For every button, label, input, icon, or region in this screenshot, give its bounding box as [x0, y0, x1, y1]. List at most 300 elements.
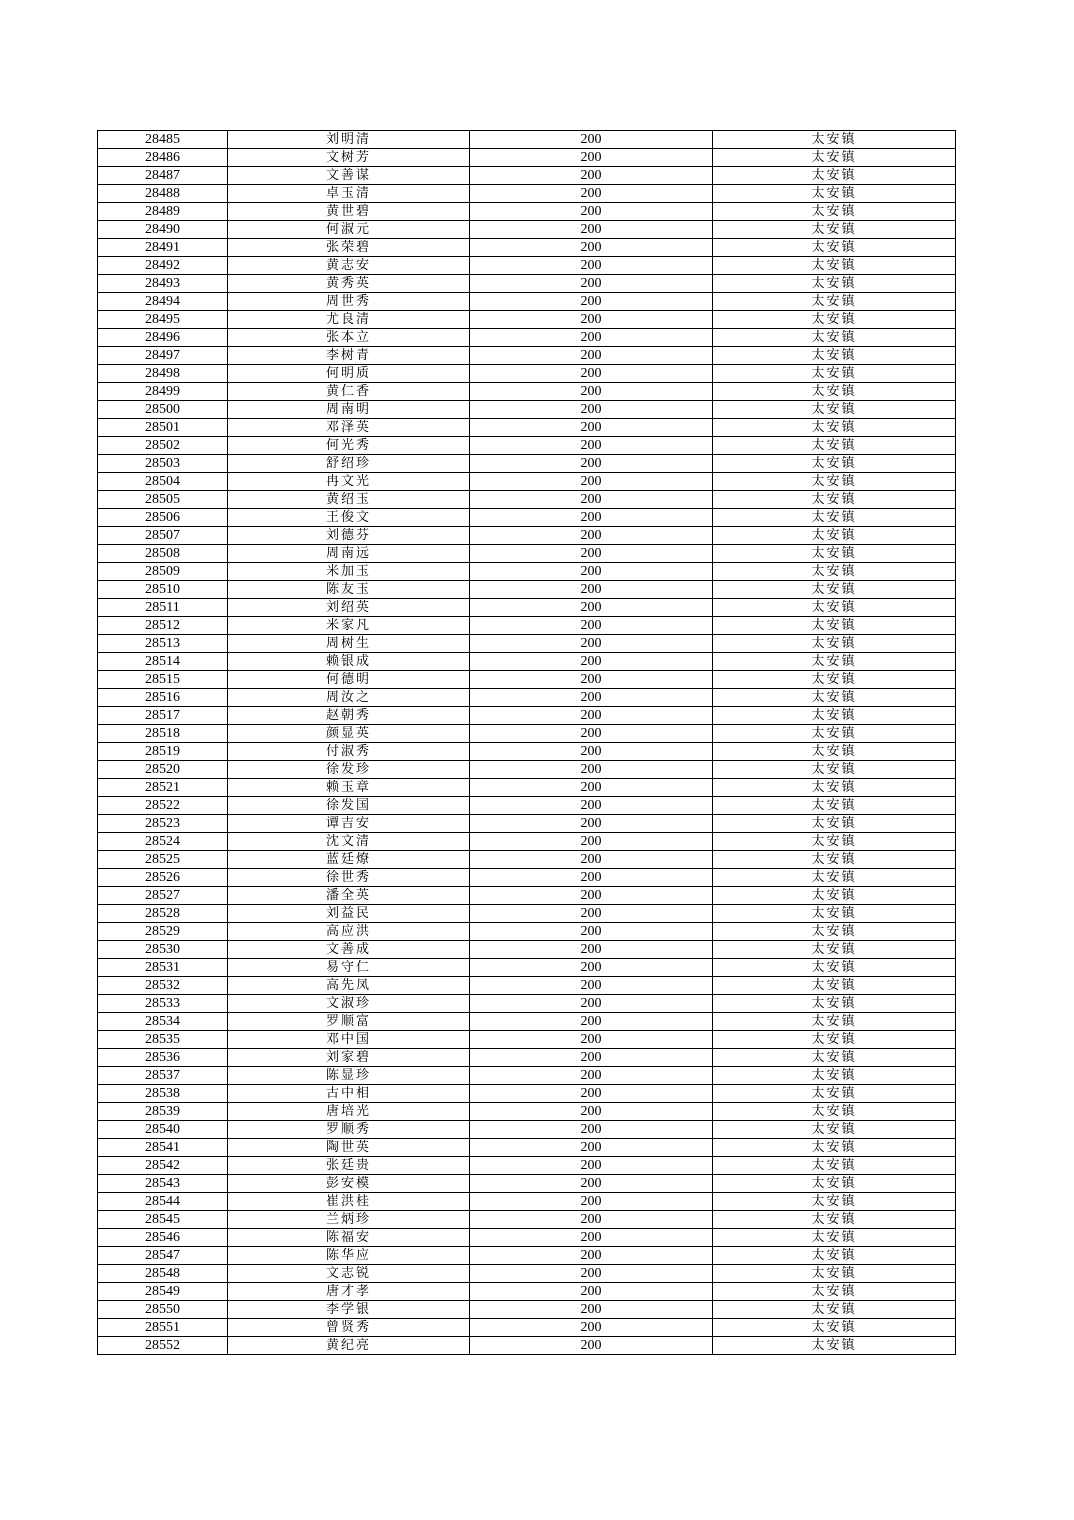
- cell-amount: 200: [470, 167, 713, 185]
- cell-name: 高应洪: [228, 923, 470, 941]
- cell-town: 太安镇: [713, 185, 956, 203]
- cell-name: 蓝廷燎: [228, 851, 470, 869]
- table-row: [98, 851, 956, 869]
- cell-id: 28531: [98, 959, 228, 977]
- cell-id: 28511: [98, 599, 228, 617]
- cell-id: 28526: [98, 869, 228, 887]
- cell-id: 28541: [98, 1139, 228, 1157]
- cell-amount: 200: [470, 239, 713, 257]
- cell-town: 太安镇: [713, 311, 956, 329]
- cell-amount: 200: [470, 1283, 713, 1301]
- table-row: [98, 563, 956, 581]
- cell-name: 刘明清: [228, 131, 470, 149]
- table-row: [98, 419, 956, 437]
- cell-town: 太安镇: [713, 1103, 956, 1121]
- cell-amount: 200: [470, 1193, 713, 1211]
- cell-name: 张荣碧: [228, 239, 470, 257]
- cell-id: 28502: [98, 437, 228, 455]
- cell-town: 太安镇: [713, 131, 956, 149]
- cell-amount: 200: [470, 275, 713, 293]
- cell-amount: 200: [470, 509, 713, 527]
- cell-town: 太安镇: [713, 437, 956, 455]
- cell-town: 太安镇: [713, 167, 956, 185]
- cell-name: 陈华应: [228, 1247, 470, 1265]
- cell-town: 太安镇: [713, 149, 956, 167]
- table-row: [98, 1103, 956, 1121]
- cell-town: 太安镇: [713, 653, 956, 671]
- cell-id: 28542: [98, 1157, 228, 1175]
- cell-town: 太安镇: [713, 1211, 956, 1229]
- table-row: [98, 275, 956, 293]
- cell-id: 28488: [98, 185, 228, 203]
- cell-id: 28549: [98, 1283, 228, 1301]
- cell-amount: 200: [470, 311, 713, 329]
- table-row: [98, 1229, 956, 1247]
- cell-name: 何德明: [228, 671, 470, 689]
- table-row: [98, 1193, 956, 1211]
- cell-name: 彭安模: [228, 1175, 470, 1193]
- cell-town: 太安镇: [713, 1139, 956, 1157]
- cell-name: 米加玉: [228, 563, 470, 581]
- cell-town: 太安镇: [713, 1319, 956, 1337]
- cell-id: 28521: [98, 779, 228, 797]
- cell-amount: 200: [470, 329, 713, 347]
- table-row: [98, 1067, 956, 1085]
- cell-id: 28507: [98, 527, 228, 545]
- cell-town: 太安镇: [713, 1013, 956, 1031]
- cell-amount: 200: [470, 959, 713, 977]
- cell-amount: 200: [470, 815, 713, 833]
- cell-town: 太安镇: [713, 1049, 956, 1067]
- table-row: [98, 401, 956, 419]
- cell-amount: 200: [470, 545, 713, 563]
- cell-town: 太安镇: [713, 833, 956, 851]
- cell-town: 太安镇: [713, 293, 956, 311]
- cell-name: 文志锐: [228, 1265, 470, 1283]
- cell-town: 太安镇: [713, 1247, 956, 1265]
- cell-id: 28523: [98, 815, 228, 833]
- cell-id: 28547: [98, 1247, 228, 1265]
- table-row: [98, 707, 956, 725]
- cell-amount: 200: [470, 1229, 713, 1247]
- cell-amount: 200: [470, 185, 713, 203]
- cell-id: 28509: [98, 563, 228, 581]
- cell-name: 冉文光: [228, 473, 470, 491]
- cell-name: 潘全英: [228, 887, 470, 905]
- cell-name: 周汝之: [228, 689, 470, 707]
- cell-id: 28514: [98, 653, 228, 671]
- cell-amount: 200: [470, 131, 713, 149]
- cell-amount: 200: [470, 1103, 713, 1121]
- table-row: [98, 1301, 956, 1319]
- cell-name: 陈显珍: [228, 1067, 470, 1085]
- cell-town: 太安镇: [713, 275, 956, 293]
- cell-town: 太安镇: [713, 365, 956, 383]
- cell-town: 太安镇: [713, 905, 956, 923]
- table-row: [98, 977, 956, 995]
- cell-id: 28534: [98, 1013, 228, 1031]
- cell-id: 28525: [98, 851, 228, 869]
- cell-name: 周树生: [228, 635, 470, 653]
- cell-amount: 200: [470, 653, 713, 671]
- cell-name: 黄世碧: [228, 203, 470, 221]
- cell-name: 刘德芬: [228, 527, 470, 545]
- cell-town: 太安镇: [713, 1337, 956, 1355]
- cell-name: 兰炳珍: [228, 1211, 470, 1229]
- cell-amount: 200: [470, 725, 713, 743]
- cell-name: 黄秀英: [228, 275, 470, 293]
- cell-id: 28539: [98, 1103, 228, 1121]
- cell-name: 文善成: [228, 941, 470, 959]
- cell-name: 卓玉清: [228, 185, 470, 203]
- cell-amount: 200: [470, 635, 713, 653]
- cell-amount: 200: [470, 491, 713, 509]
- cell-amount: 200: [470, 707, 713, 725]
- cell-name: 黄志安: [228, 257, 470, 275]
- table-row: [98, 671, 956, 689]
- cell-id: 28546: [98, 1229, 228, 1247]
- cell-town: 太安镇: [713, 995, 956, 1013]
- table-row: [98, 581, 956, 599]
- cell-name: 李学银: [228, 1301, 470, 1319]
- cell-amount: 200: [470, 149, 713, 167]
- cell-id: 28535: [98, 1031, 228, 1049]
- cell-town: 太安镇: [713, 707, 956, 725]
- table-row: [98, 1139, 956, 1157]
- cell-amount: 200: [470, 689, 713, 707]
- cell-name: 邓泽英: [228, 419, 470, 437]
- cell-id: 28545: [98, 1211, 228, 1229]
- cell-name: 文树芳: [228, 149, 470, 167]
- cell-amount: 200: [470, 851, 713, 869]
- cell-name: 何光秀: [228, 437, 470, 455]
- table-row: [98, 905, 956, 923]
- table-row: [98, 1121, 956, 1139]
- cell-name: 舒绍珍: [228, 455, 470, 473]
- table-row: [98, 1049, 956, 1067]
- cell-amount: 200: [470, 581, 713, 599]
- cell-amount: 200: [470, 1067, 713, 1085]
- table-row: [98, 1157, 956, 1175]
- cell-town: 太安镇: [713, 329, 956, 347]
- cell-amount: 200: [470, 527, 713, 545]
- cell-name: 黄纪亮: [228, 1337, 470, 1355]
- cell-id: 28494: [98, 293, 228, 311]
- cell-town: 太安镇: [713, 509, 956, 527]
- cell-town: 太安镇: [713, 419, 956, 437]
- cell-town: 太安镇: [713, 923, 956, 941]
- cell-town: 太安镇: [713, 239, 956, 257]
- cell-id: 28520: [98, 761, 228, 779]
- cell-town: 太安镇: [713, 1067, 956, 1085]
- cell-amount: 200: [470, 563, 713, 581]
- cell-name: 唐才孝: [228, 1283, 470, 1301]
- cell-id: 28497: [98, 347, 228, 365]
- cell-amount: 200: [470, 995, 713, 1013]
- table-row: [98, 941, 956, 959]
- cell-id: 28491: [98, 239, 228, 257]
- cell-id: 28524: [98, 833, 228, 851]
- cell-name: 周世秀: [228, 293, 470, 311]
- cell-name: 黄仁香: [228, 383, 470, 401]
- cell-amount: 200: [470, 1049, 713, 1067]
- cell-amount: 200: [470, 1139, 713, 1157]
- cell-amount: 200: [470, 437, 713, 455]
- table-row: [98, 1283, 956, 1301]
- table-row: [98, 491, 956, 509]
- cell-town: 太安镇: [713, 1157, 956, 1175]
- table-row: [98, 689, 956, 707]
- cell-id: 28501: [98, 419, 228, 437]
- cell-name: 尤良清: [228, 311, 470, 329]
- cell-town: 太安镇: [713, 473, 956, 491]
- cell-amount: 200: [470, 293, 713, 311]
- cell-amount: 200: [470, 599, 713, 617]
- cell-town: 太安镇: [713, 1283, 956, 1301]
- table-row: [98, 1175, 956, 1193]
- cell-id: 28506: [98, 509, 228, 527]
- cell-id: 28493: [98, 275, 228, 293]
- cell-name: 邓中国: [228, 1031, 470, 1049]
- cell-town: 太安镇: [713, 221, 956, 239]
- cell-name: 刘家碧: [228, 1049, 470, 1067]
- cell-id: 28516: [98, 689, 228, 707]
- cell-name: 陈友玉: [228, 581, 470, 599]
- cell-town: 太安镇: [713, 1175, 956, 1193]
- cell-amount: 200: [470, 671, 713, 689]
- table-row: [98, 257, 956, 275]
- cell-name: 罗顺富: [228, 1013, 470, 1031]
- cell-id: 28532: [98, 977, 228, 995]
- cell-id: 28533: [98, 995, 228, 1013]
- cell-name: 古中相: [228, 1085, 470, 1103]
- cell-town: 太安镇: [713, 1193, 956, 1211]
- cell-town: 太安镇: [713, 203, 956, 221]
- cell-town: 太安镇: [713, 1031, 956, 1049]
- cell-town: 太安镇: [713, 635, 956, 653]
- cell-id: 28510: [98, 581, 228, 599]
- table-row: [98, 1247, 956, 1265]
- cell-name: 文善谋: [228, 167, 470, 185]
- cell-name: 刘绍英: [228, 599, 470, 617]
- table-row: [98, 131, 956, 149]
- table-row: [98, 617, 956, 635]
- cell-amount: 200: [470, 473, 713, 491]
- cell-amount: 200: [470, 1319, 713, 1337]
- cell-town: 太安镇: [713, 743, 956, 761]
- cell-id: 28492: [98, 257, 228, 275]
- table-row: [98, 815, 956, 833]
- table-row: [98, 959, 956, 977]
- cell-amount: 200: [470, 977, 713, 995]
- cell-amount: 200: [470, 1121, 713, 1139]
- table-row: [98, 167, 956, 185]
- cell-town: 太安镇: [713, 851, 956, 869]
- cell-amount: 200: [470, 1211, 713, 1229]
- cell-name: 何明质: [228, 365, 470, 383]
- cell-id: 28504: [98, 473, 228, 491]
- cell-amount: 200: [470, 365, 713, 383]
- cell-town: 太安镇: [713, 671, 956, 689]
- cell-amount: 200: [470, 887, 713, 905]
- cell-name: 周南明: [228, 401, 470, 419]
- cell-id: 28530: [98, 941, 228, 959]
- cell-name: 高先凤: [228, 977, 470, 995]
- cell-id: 28503: [98, 455, 228, 473]
- cell-name: 何淑元: [228, 221, 470, 239]
- cell-id: 28536: [98, 1049, 228, 1067]
- table-row: [98, 635, 956, 653]
- cell-id: 28513: [98, 635, 228, 653]
- table-row: [98, 1319, 956, 1337]
- cell-name: 徐发国: [228, 797, 470, 815]
- cell-id: 28496: [98, 329, 228, 347]
- cell-amount: 200: [470, 1337, 713, 1355]
- cell-town: 太安镇: [713, 401, 956, 419]
- table-row: [98, 473, 956, 491]
- data-table: [97, 130, 956, 1355]
- cell-name: 陈福安: [228, 1229, 470, 1247]
- table-row: [98, 887, 956, 905]
- cell-id: 28489: [98, 203, 228, 221]
- cell-id: 28495: [98, 311, 228, 329]
- cell-id: 28543: [98, 1175, 228, 1193]
- cell-id: 28538: [98, 1085, 228, 1103]
- cell-amount: 200: [470, 203, 713, 221]
- cell-id: 28485: [98, 131, 228, 149]
- cell-id: 28551: [98, 1319, 228, 1337]
- cell-id: 28517: [98, 707, 228, 725]
- cell-id: 28540: [98, 1121, 228, 1139]
- table-row: [98, 1085, 956, 1103]
- cell-town: 太安镇: [713, 563, 956, 581]
- cell-town: 太安镇: [713, 797, 956, 815]
- table-row: [98, 725, 956, 743]
- cell-id: 28486: [98, 149, 228, 167]
- cell-amount: 200: [470, 383, 713, 401]
- table-row: [98, 149, 956, 167]
- table-row: [98, 455, 956, 473]
- cell-town: 太安镇: [713, 1121, 956, 1139]
- table-row: [98, 365, 956, 383]
- cell-name: 李树青: [228, 347, 470, 365]
- cell-name: 崔洪桂: [228, 1193, 470, 1211]
- cell-name: 唐培光: [228, 1103, 470, 1121]
- cell-name: 付淑秀: [228, 743, 470, 761]
- cell-id: 28528: [98, 905, 228, 923]
- cell-town: 太安镇: [713, 941, 956, 959]
- cell-amount: 200: [470, 1157, 713, 1175]
- cell-id: 28529: [98, 923, 228, 941]
- table-row: [98, 383, 956, 401]
- cell-amount: 200: [470, 419, 713, 437]
- cell-id: 28500: [98, 401, 228, 419]
- cell-town: 太安镇: [713, 815, 956, 833]
- table-row: [98, 293, 956, 311]
- cell-name: 沈文清: [228, 833, 470, 851]
- cell-id: 28512: [98, 617, 228, 635]
- table-row: [98, 1265, 956, 1283]
- cell-amount: 200: [470, 1175, 713, 1193]
- cell-town: 太安镇: [713, 1265, 956, 1283]
- cell-id: 28522: [98, 797, 228, 815]
- cell-name: 谭吉安: [228, 815, 470, 833]
- cell-amount: 200: [470, 1301, 713, 1319]
- cell-amount: 200: [470, 779, 713, 797]
- table-row: [98, 833, 956, 851]
- cell-amount: 200: [470, 869, 713, 887]
- cell-id: 28519: [98, 743, 228, 761]
- cell-id: 28515: [98, 671, 228, 689]
- cell-name: 文淑珍: [228, 995, 470, 1013]
- cell-amount: 200: [470, 743, 713, 761]
- cell-id: 28508: [98, 545, 228, 563]
- cell-name: 赵朝秀: [228, 707, 470, 725]
- cell-amount: 200: [470, 1247, 713, 1265]
- cell-amount: 200: [470, 797, 713, 815]
- cell-town: 太安镇: [713, 347, 956, 365]
- cell-id: 28537: [98, 1067, 228, 1085]
- table-row: [98, 1013, 956, 1031]
- table-row: [98, 653, 956, 671]
- table-row: [98, 797, 956, 815]
- cell-amount: 200: [470, 617, 713, 635]
- table-row: [98, 545, 956, 563]
- cell-amount: 200: [470, 833, 713, 851]
- cell-amount: 200: [470, 923, 713, 941]
- cell-id: 28550: [98, 1301, 228, 1319]
- cell-name: 米家凡: [228, 617, 470, 635]
- table-row: [98, 185, 956, 203]
- cell-town: 太安镇: [713, 1301, 956, 1319]
- cell-name: 赖银成: [228, 653, 470, 671]
- cell-name: 徐世秀: [228, 869, 470, 887]
- cell-town: 太安镇: [713, 455, 956, 473]
- cell-id: 28552: [98, 1337, 228, 1355]
- cell-id: 28518: [98, 725, 228, 743]
- table-row: [98, 347, 956, 365]
- table-row: [98, 239, 956, 257]
- cell-town: 太安镇: [713, 725, 956, 743]
- cell-town: 太安镇: [713, 527, 956, 545]
- table-row: [98, 995, 956, 1013]
- cell-name: 赖玉章: [228, 779, 470, 797]
- cell-amount: 200: [470, 221, 713, 239]
- cell-town: 太安镇: [713, 257, 956, 275]
- cell-name: 颜显英: [228, 725, 470, 743]
- cell-name: 易守仁: [228, 959, 470, 977]
- cell-name: 张廷贵: [228, 1157, 470, 1175]
- table-row: [98, 509, 956, 527]
- table-body: [98, 131, 956, 1355]
- cell-name: 刘益民: [228, 905, 470, 923]
- cell-name: 周南远: [228, 545, 470, 563]
- cell-name: 徐发珍: [228, 761, 470, 779]
- cell-amount: 200: [470, 761, 713, 779]
- cell-name: 陶世英: [228, 1139, 470, 1157]
- cell-name: 王俊文: [228, 509, 470, 527]
- cell-town: 太安镇: [713, 779, 956, 797]
- cell-town: 太安镇: [713, 869, 956, 887]
- cell-id: 28499: [98, 383, 228, 401]
- cell-id: 28548: [98, 1265, 228, 1283]
- cell-town: 太安镇: [713, 959, 956, 977]
- cell-town: 太安镇: [713, 491, 956, 509]
- cell-amount: 200: [470, 1085, 713, 1103]
- table-row: [98, 221, 956, 239]
- table-row: [98, 779, 956, 797]
- cell-town: 太安镇: [713, 383, 956, 401]
